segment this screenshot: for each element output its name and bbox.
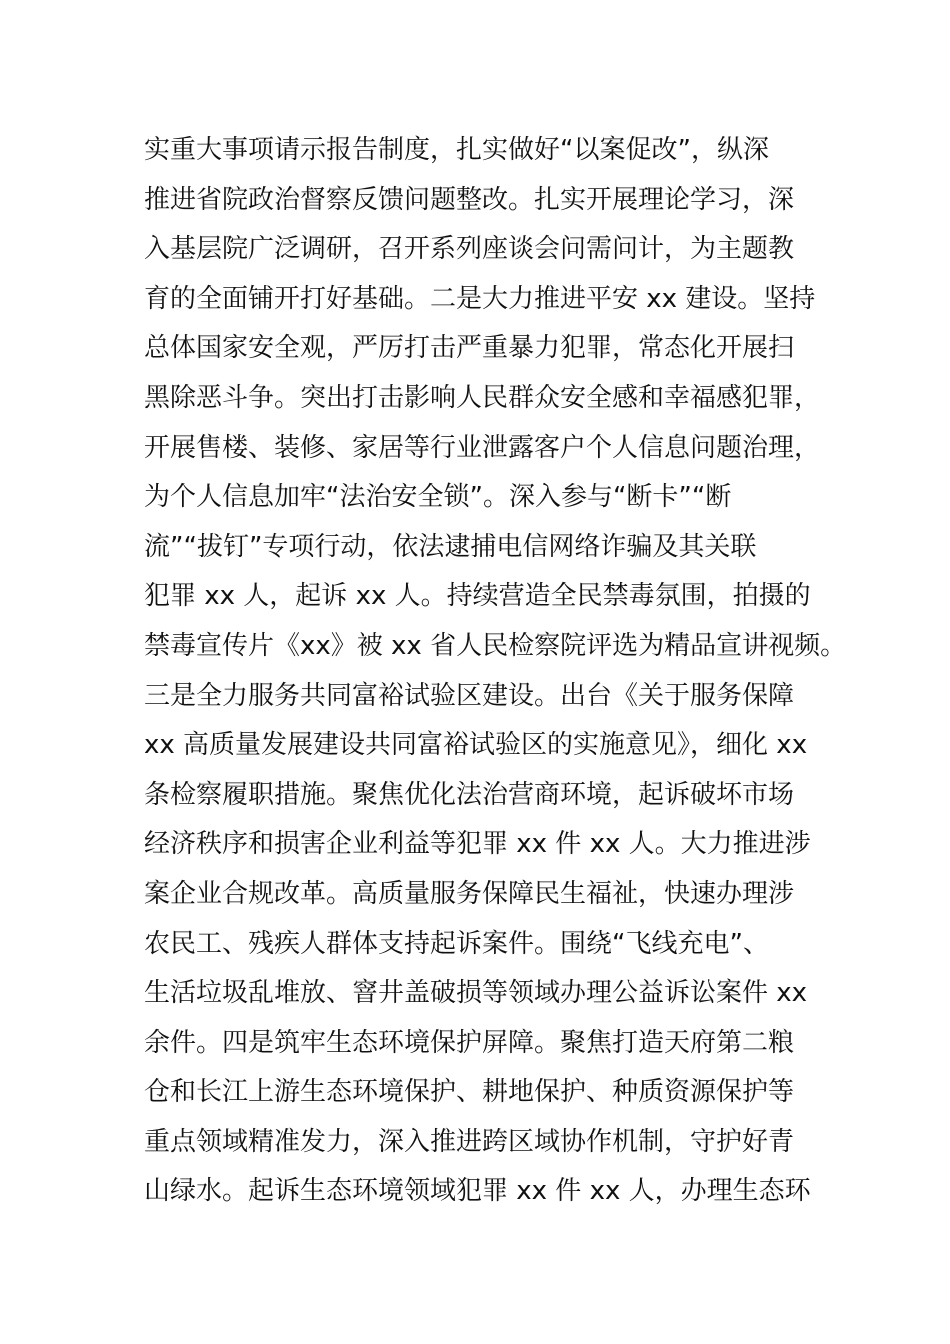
text-line: 重点领域精准发力，深入推进跨区域协作机制，守护好青 (144, 1126, 795, 1157)
body-paragraph (144, 126, 847, 1217)
text-line: 生活垃圾乱堆放、窨井盖破损等领域办理公益诉讼案件 xx (144, 978, 808, 1009)
text-line: 育的全面铺开打好基础。二是大力推进平安 xx 建设。坚持 (144, 283, 816, 314)
text-line: 三是全力服务共同富裕试验区建设。出台《关于服务保障 (144, 680, 795, 711)
text-line: xx 高质量发展建设共同富裕试验区的实施意见》，细化 xx (144, 730, 808, 761)
text-line: 总体国家安全观，严厉打击严重暴力犯罪，常态化开展扫 (144, 333, 795, 364)
text-line: 为个人信息加牢“法治安全锁”。深入参与“断卡”“断 (144, 482, 732, 513)
text-line: 黑除恶斗争。突出打击影响人民群众安全感和幸福感犯罪， (144, 382, 821, 413)
text-line: 案企业合规改革。高质量服务保障民生福祉，快速办理涉 (144, 878, 795, 909)
text-line: 条检察履职措施。聚焦优化法治营商环境，起诉破坏市场 (144, 779, 795, 810)
text-line: 开展售楼、装修、家居等行业泄露客户个人信息问题治理， (144, 432, 821, 463)
text-line: 山绿水。起诉生态环境领域犯罪 xx 件 xx 人，办理生态环 (144, 1176, 811, 1207)
text-line: 经济秩序和损害企业利益等犯罪 xx 件 xx 人。大力推进涉 (144, 829, 811, 860)
text-line: 流”“拔钉”专项行动，依法逮捕电信网络诈骗及其关联 (144, 531, 757, 562)
text-line: 犯罪 xx 人，起诉 xx 人。持续营造全民禁毒氛围，拍摄的 (144, 581, 811, 612)
text-line: 禁毒宣传片《xx》被 xx 省人民检察院评选为精品宣讲视频。 (144, 630, 847, 661)
text-line: 农民工、残疾人群体支持起诉案件。围绕“飞线充电”、 (144, 928, 769, 959)
text-line: 入基层院广泛调研，召开系列座谈会问需问计，为主题教 (144, 234, 795, 265)
text-line: 推进省院政治督察反馈问题整改。扎实开展理论学习，深 (144, 184, 795, 215)
text-line: 仓和长江上游生态环境保护、耕地保护、种质资源保护等 (144, 1077, 795, 1108)
text-line: 实重大事项请示报告制度，扎实做好“以案促改”，纵深 (144, 135, 769, 165)
text-line: 余件。四是筑牢生态环境保护屏障。聚焦打造天府第二粮 (144, 1027, 795, 1058)
